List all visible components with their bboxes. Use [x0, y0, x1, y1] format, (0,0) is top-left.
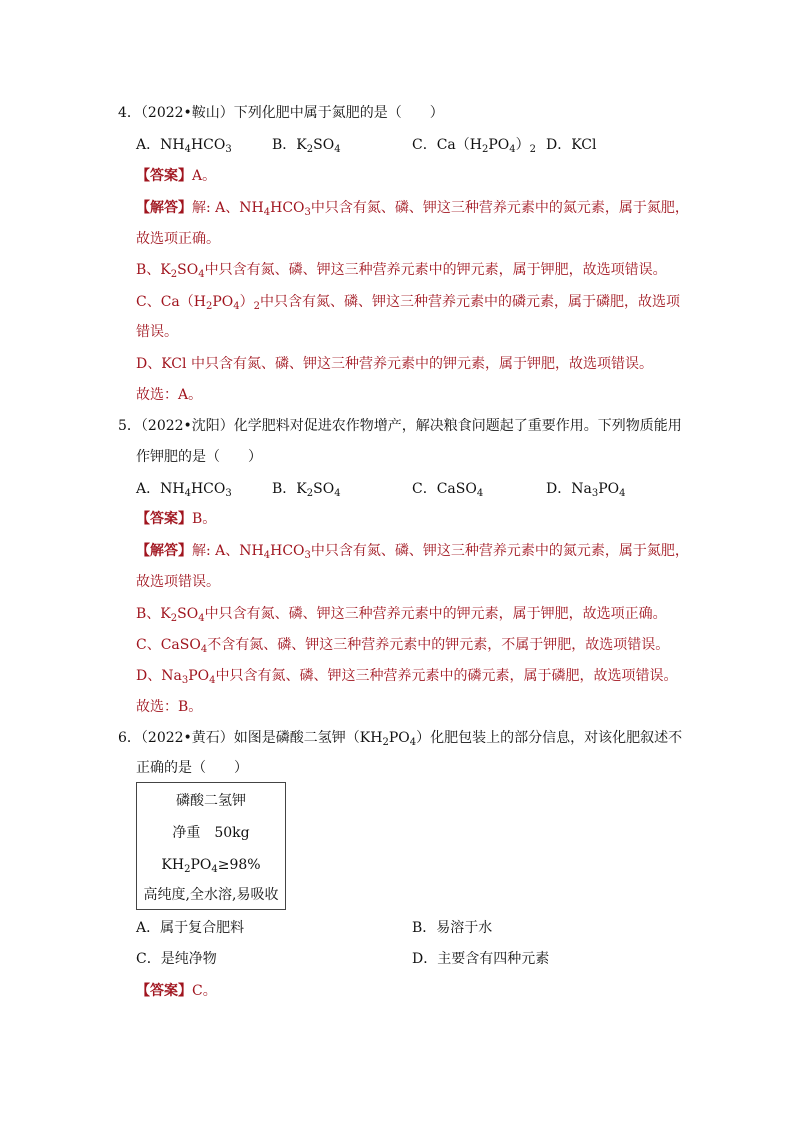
q5-analysis-line-6: 故选：B。: [136, 699, 203, 715]
q4-option-a: A．$NH_4HCO_3$: [136, 137, 232, 155]
q4-analysis-line-6: D、KCl 中只含有氮、磷、钾这三种营养元素中的钾元素，属于钾肥，故选项错误。: [136, 356, 653, 372]
q5-analysis-line-4: C、CaSO$_4$不含有氮、磷、钾这三种营养元素中的钾元素，不属于钾肥，故选项错误。: [136, 637, 670, 655]
q4-analysis-line-2: 故选项正确。: [136, 231, 220, 247]
q4-option-d: D．KCl: [546, 137, 597, 153]
label-product-name: 磷酸二氢钾: [176, 793, 246, 809]
q5-option-c: C．CaSO$_4$: [412, 481, 484, 499]
q6-option-a: A．属于复合肥料: [136, 920, 245, 936]
q4-analysis-line-1: 【解答】解: A、$NH_4HCO_3$中只含有氮、磷、钾这三种营养元素中的氮元素，属于氮肥，: [136, 200, 689, 218]
label-description: 高纯度,全水溶,易吸收: [143, 887, 279, 903]
q6-option-d: D．主要含有四种元素: [412, 951, 550, 967]
question-5-stem-line-2: 作钾肥的是（ ）: [136, 449, 262, 465]
q4-option-c: C．$Ca(H_2PO_4)_2$: [412, 137, 537, 155]
q5-answer: 【答案】B。: [136, 511, 217, 527]
q5-option-d: D．$Na_3PO_4$: [546, 481, 626, 499]
question-4-stem: 4．（2022•鞍山）下列化肥中属于氮肥的是（ ）: [118, 105, 444, 121]
q4-analysis-line-5: 错误。: [136, 324, 178, 340]
q4-answer: 【答案】A。: [136, 168, 217, 184]
q5-option-b: B．$K_2SO_4$: [272, 481, 341, 499]
q6-option-c: C．是纯净物: [136, 951, 217, 967]
q4-analysis-line-3: B、$K_2SO_4$中只含有氮、磷、钾这三种营养元素中的钾元素，属于钾肥，故选项错误。: [136, 262, 667, 280]
q5-option-a: A．$NH_4HCO_3$: [136, 481, 232, 499]
q4-analysis-line-7: 故选：A。: [136, 387, 203, 403]
q5-analysis-line-1: 【解答】解: A、$NH_4HCO_3$中只含有氮、磷、钾这三种营养元素中的氮元素，属于氮肥，: [136, 543, 689, 561]
fertilizer-package-label: [136, 782, 286, 910]
q5-analysis-line-5: D、$Na_3PO_4$中只含有氮、磷、钾这三种营养元素中的磷元素，属于磷肥，故选项错误。: [136, 668, 678, 686]
label-purity: $KH_2PO_4\ge 98\%$: [161, 857, 261, 875]
question-6-stem-line-2: 正确的是（ ）: [136, 760, 248, 776]
q5-analysis-line-3: B、$K_2SO_4$中只含有氮、磷、钾这三种营养元素中的钾元素，属于钾肥，故选项正确。: [136, 606, 667, 624]
q6-option-b: B．易溶于水: [412, 920, 493, 936]
question-6-stem-line-1: 6．（2022•黄石）如图是磷酸二氢钾$(KH_2PO_4)$化肥包装上的部分信息，对该化肥叙述不: [118, 730, 683, 748]
q4-analysis-line-4: C、$Ca(H_2PO_4)_2$中只含有氮、磷、钾这三种营养元素中的磷元素，属于磷肥，故选项: [136, 294, 681, 312]
q4-option-b: B．$K_2SO_4$: [272, 137, 341, 155]
q5-analysis-line-2: 故选项错误。: [136, 574, 220, 590]
q6-answer: 【答案】C。: [136, 983, 217, 999]
label-net-weight: 净重 50kg: [172, 825, 250, 841]
question-5-stem-line-1: 5．（2022•沈阳）化学肥料对促进农作物增产，解决粮食问题起了重要作用。下列物质能用: [118, 418, 682, 434]
